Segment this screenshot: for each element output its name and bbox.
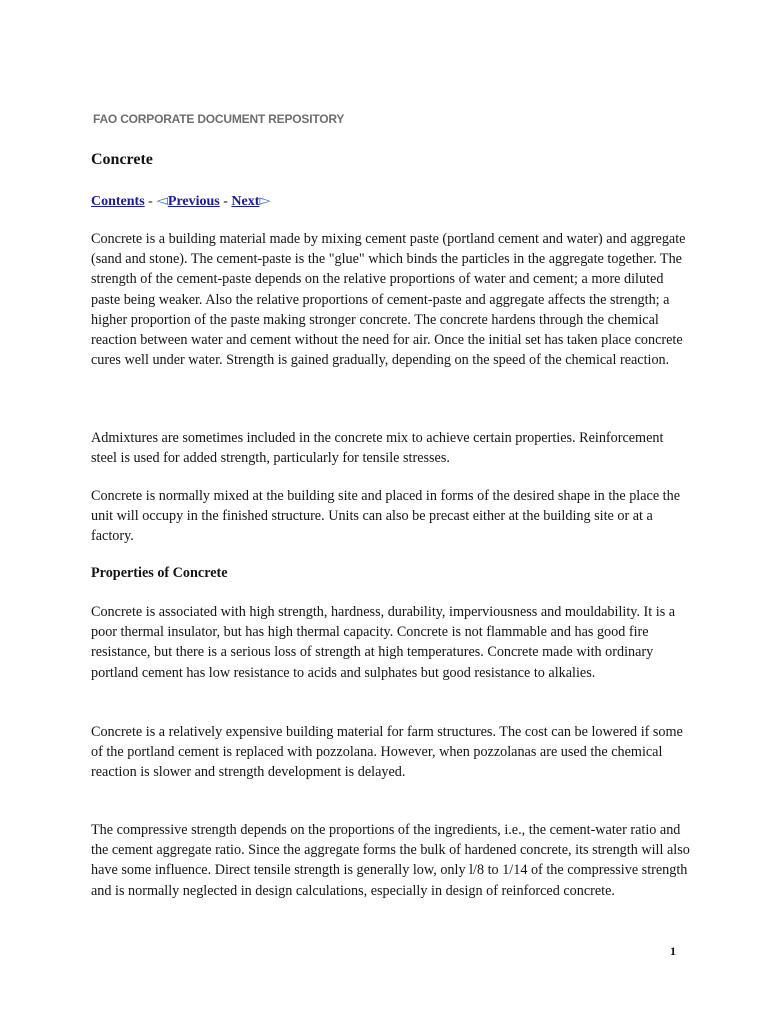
paragraph: The compressive strength depends on the proportions of the ingredients, i.e., the cement-water ratio and the cement aggregate ratio. Since the aggregate forms the bulk of hardened concrete, its strength will also have some influence. Direct tensile strength is generally low, only l/8 to 1/14 of the compressive strength and is normally neglected in design calculations, especially in design of reinforced concrete. (91, 822, 690, 899)
contents-link[interactable]: Contents (91, 194, 145, 209)
paragraph: Concrete is a relatively expensive building material for farm structures. The cost can be lowered if some of the portland cement is replaced with pozzolana. However, when pozzolanas are used the chemical reaction is slower and strength development is delayed. (91, 724, 683, 781)
nav-separator: - (223, 194, 228, 209)
repository-header: FAO CORPORATE DOCUMENT REPOSITORY (93, 112, 345, 126)
next-link[interactable] (231, 194, 271, 209)
paragraph: Concrete is associated with high strength, hardness, durability, imperviousness and mouldability. It is a poor thermal insulator, but has high thermal capacity. Concrete is not flammable and has good fire resistance, but there is a serious loss of strength at high temperatures. Concrete made with ordinary portland cement has low resistance to acids and sulphates but good resistance to alkalies. (91, 604, 676, 681)
paragraph: Concrete is a building material made by mixing cement paste (portland cement and water) and aggregate (sand and stone). The cement-paste is the "glue" which binds the particles in the aggregate together. The strength of the cement-paste depends on the relative proportions of water and cement; a more diluted paste being weaker. Also the relative proportions of cement-paste and aggregate affects the strength; a higher proportion of the paste making stronger concrete. The concrete hardens through the chemical reaction between water and cement without the need for air. Once the initial set has taken place concrete cures well under water. Strength is gained gradually, depending on the speed of the chemical reaction. (91, 231, 686, 369)
page-number: 1 (670, 944, 676, 958)
navigation-links (91, 191, 271, 210)
right-arrow-icon: ▻ (259, 193, 271, 209)
page-title: Concrete (91, 151, 153, 168)
nav-separator: - (148, 194, 153, 209)
left-arrow-icon: ◅ (156, 193, 168, 209)
paragraph: Concrete is normally mixed at the building site and placed in forms of the desired shape in the place the unit will occupy in the finished structure. Units can also be precast either at the building site or at a factory. (91, 488, 681, 545)
paragraph: Admixtures are sometimes included in the concrete mix to achieve certain properties. Reinforcement steel is used for added strength, particularly for tensile stresses. (91, 430, 664, 467)
next-link-label: Next (231, 194, 260, 209)
previous-link-label: Previous (167, 194, 220, 209)
previous-link[interactable] (156, 194, 219, 209)
section-heading: Properties of Concrete (91, 565, 228, 581)
